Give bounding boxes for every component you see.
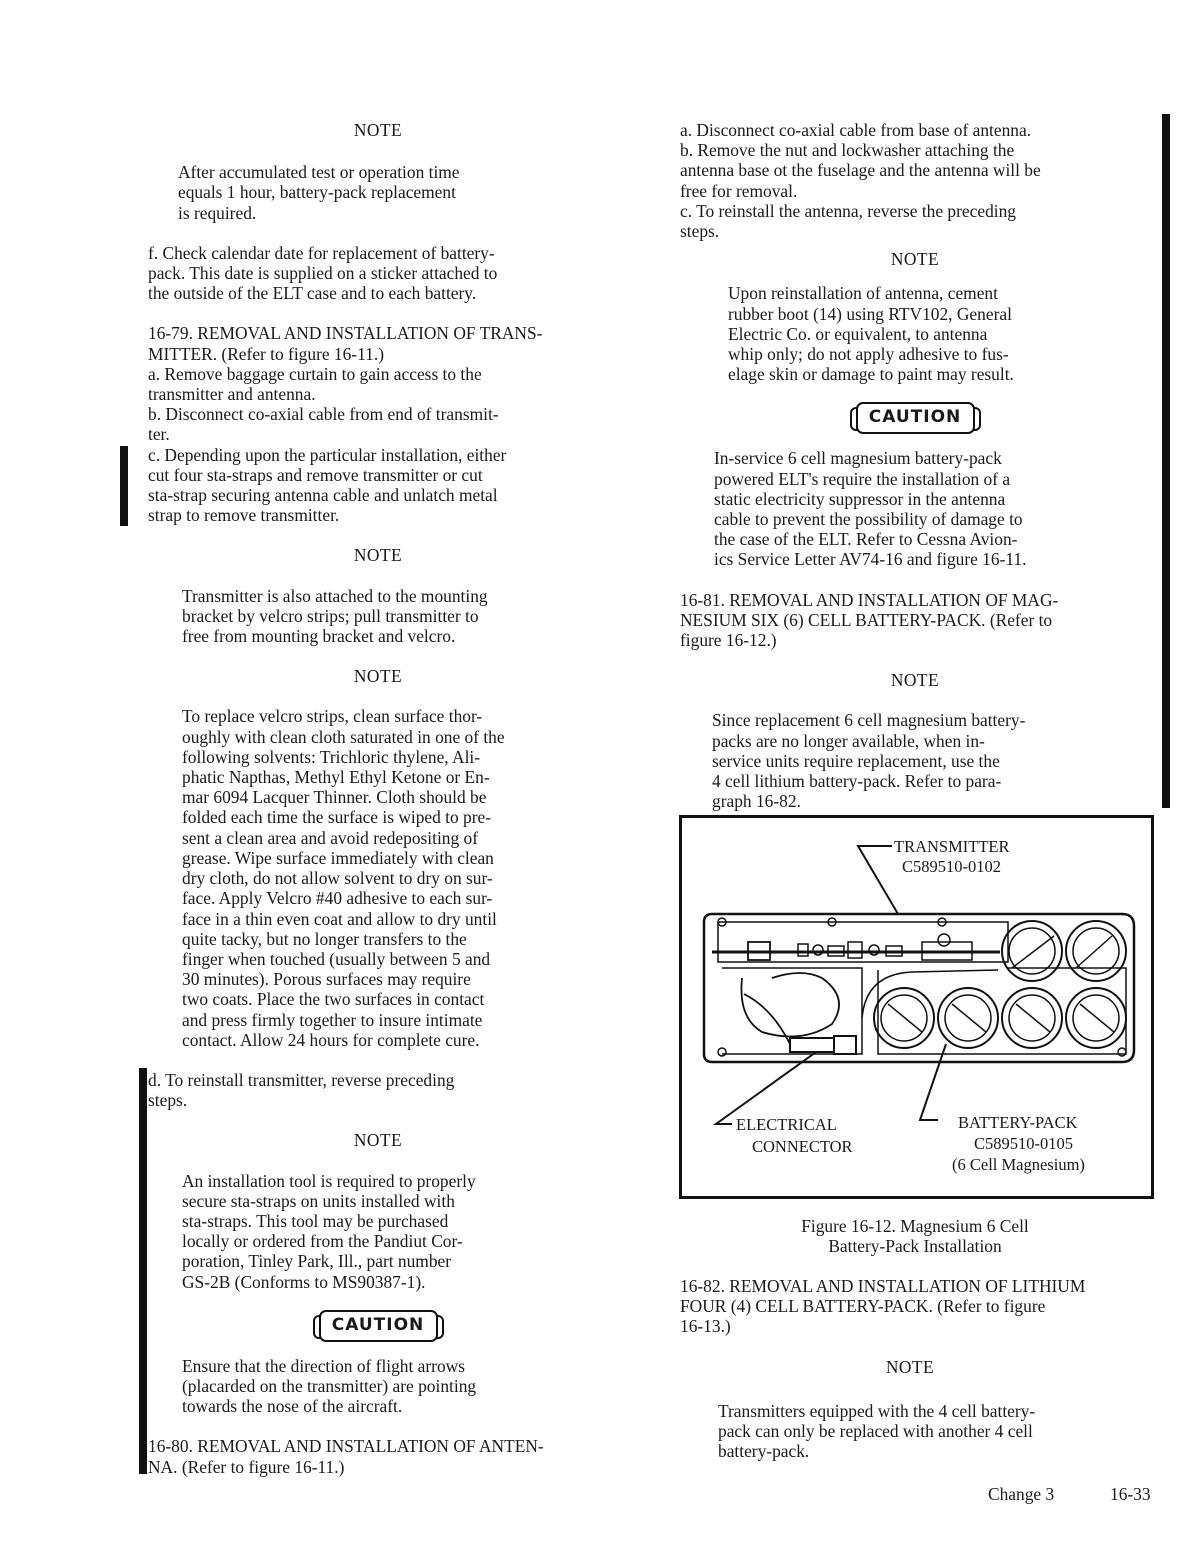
- note-body: Since replacement 6 cell magnesium battery- packs are no longer available, when in- service units require replacement, use the 4 cell lithium battery-pack. Refer to para- graph 16-82.: [712, 710, 1026, 812]
- note-body: An installation tool is required to properly secure sta-straps on units installed with sta-straps. This tool may be purchased locally or ordered from the Pandiut Cor- poration, Tinley Park, Ill., part number GS-2B (Conforms to MS90387-1).: [182, 1170, 476, 1292]
- connector-label: ELECTRICAL: [736, 1115, 837, 1134]
- figure-caption: Figure 16-12. Magnesium 6 Cell Battery-Pack Installation: [801, 1216, 1029, 1257]
- note-title: NOTE: [353, 545, 403, 566]
- step-a: a. Disconnect co-axial cable from base of antenna.: [680, 120, 1032, 140]
- step-c: c. Depending upon the particular installation, either cut four sta-straps and remove transmitter or cut sta-strap securing antenna cable and unlatch metal strap to remove transmitter.: [148, 444, 507, 526]
- caution-body: In-service 6 cell magnesium battery-pack powered ELT's require the installation of a static electricity suppressor in the antenna cable to prevent the possibility of damage to the case of the ELT. Refer to Cessna Avion- ics Service Letter AV74-16 and figure 16-11.: [714, 448, 1027, 570]
- section-heading-16-82: 16-82. REMOVAL AND INSTALLATION OF LITHIUM FOUR (4) CELL BATTERY-PACK. (Refer to figure 16-13.): [680, 1276, 1086, 1337]
- note-body: Transmitters equipped with the 4 cell battery- pack can only be replaced with another 4 cell battery-pack.: [718, 1400, 1036, 1462]
- transmitter-leader-line: [858, 846, 898, 914]
- step-b: b. Remove the nut and lockwasher attaching the antenna base ot the fuselage and the antenna will be free for removal.: [680, 140, 1041, 201]
- left-column: [148, 120, 638, 1477]
- caution-body: Ensure that the direction of flight arrows (placarded on the transmitter) are pointing towards the nose of the aircraft.: [182, 1355, 477, 1417]
- note-title: NOTE: [890, 249, 940, 270]
- caution-badge: CAUTION: [319, 1310, 438, 1342]
- step-b: b. Disconnect co-axial cable from end of transmit- ter.: [148, 404, 499, 445]
- transmitter-label: TRANSMITTER: [894, 837, 1010, 856]
- caution-badge: CAUTION: [856, 402, 975, 434]
- change-bar: [120, 446, 128, 526]
- battery-leader-line: [920, 1044, 946, 1120]
- note-body: After accumulated test or operation time equals 1 hour, battery-pack replacement is required.: [178, 162, 460, 223]
- section-heading-16-80: 16-80. REMOVAL AND INSTALLATION OF ANTEN- NA. (Refer to figure 16-11.): [148, 1436, 544, 1477]
- note-body: To replace velcro strips, clean surface thor- oughly with clean cloth saturated in one of the following solvents: Trichloric thylene, Ali- phatic Napthas, Methyl Ethyl Ketone or En- mar 6094 Lacquer Thinner. Cloth should be folded each time the surface is wiped to pre- sent a clean area and avoid redepositing of grease. Wipe surface immediately with clean dry cloth, do not allow solvent to dry on sur- face. Apply Velcro #40 adhesive to each sur- face in a thin even coat and allow to dry until quite tacky, but no longer transfers to the finger when touched (usually between 5 and 30 minutes). Porous surfaces may require two coats. Place the two surfaces in contact and press firmly together to insure intimate contact. Allow 24 hours for complete cure.: [182, 706, 505, 1050]
- step-d: d. To reinstall transmitter, reverse preceding steps.: [148, 1069, 455, 1111]
- note-title: NOTE: [890, 670, 940, 691]
- step-f: f. Check calendar date for replacement of battery- pack. This date is supplied on a sticker attached to the outside of the ELT case and to each battery.: [148, 242, 498, 304]
- change-bar: [1162, 114, 1170, 808]
- right-column-lower: [680, 1276, 1170, 1461]
- transmitter-part-number: C589510-0102: [902, 857, 1001, 876]
- change-number: Change 3: [988, 1484, 1055, 1504]
- figure-16-12: [679, 815, 1154, 1199]
- section-heading-16-81: 16-81. REMOVAL AND INSTALLATION OF MAG- NESIUM SIX (6) CELL BATTERY-PACK. (Refer to figure 16-12.): [680, 589, 1059, 651]
- change-bar: [139, 1068, 147, 1474]
- right-column: [680, 120, 1150, 811]
- connector-label: CONNECTOR: [752, 1137, 853, 1156]
- note-body: Transmitter is also attached to the mounting bracket by velcro strips; pull transmitter to free from mounting bracket and velcro.: [182, 585, 488, 647]
- note-body: Upon reinstallation of antenna, cement rubber boot (14) using RTV102, General Electric Co. or equivalent, to antenna whip only; do not apply adhesive to fus- elage skin or damage to paint may result.: [728, 283, 1014, 385]
- note-title: NOTE: [353, 1130, 403, 1151]
- section-heading-16-79: 16-79. REMOVAL AND INSTALLATION OF TRANS- MITTER. (Refer to figure 16-11.): [148, 323, 543, 364]
- page-number: 16-33: [1110, 1484, 1151, 1504]
- battery-description: (6 Cell Magnesium): [952, 1155, 1085, 1174]
- battery-label: BATTERY-PACK: [958, 1113, 1078, 1132]
- note-title: NOTE: [353, 666, 403, 687]
- battery-part-number: C589510-0105: [974, 1134, 1073, 1153]
- step-c: c. To reinstall the antenna, reverse the preceding steps.: [680, 200, 1016, 242]
- step-a: a. Remove baggage curtain to gain access to the transmitter and antenna.: [148, 363, 482, 405]
- note-title: NOTE: [353, 120, 403, 140]
- note-title: NOTE: [885, 1356, 935, 1377]
